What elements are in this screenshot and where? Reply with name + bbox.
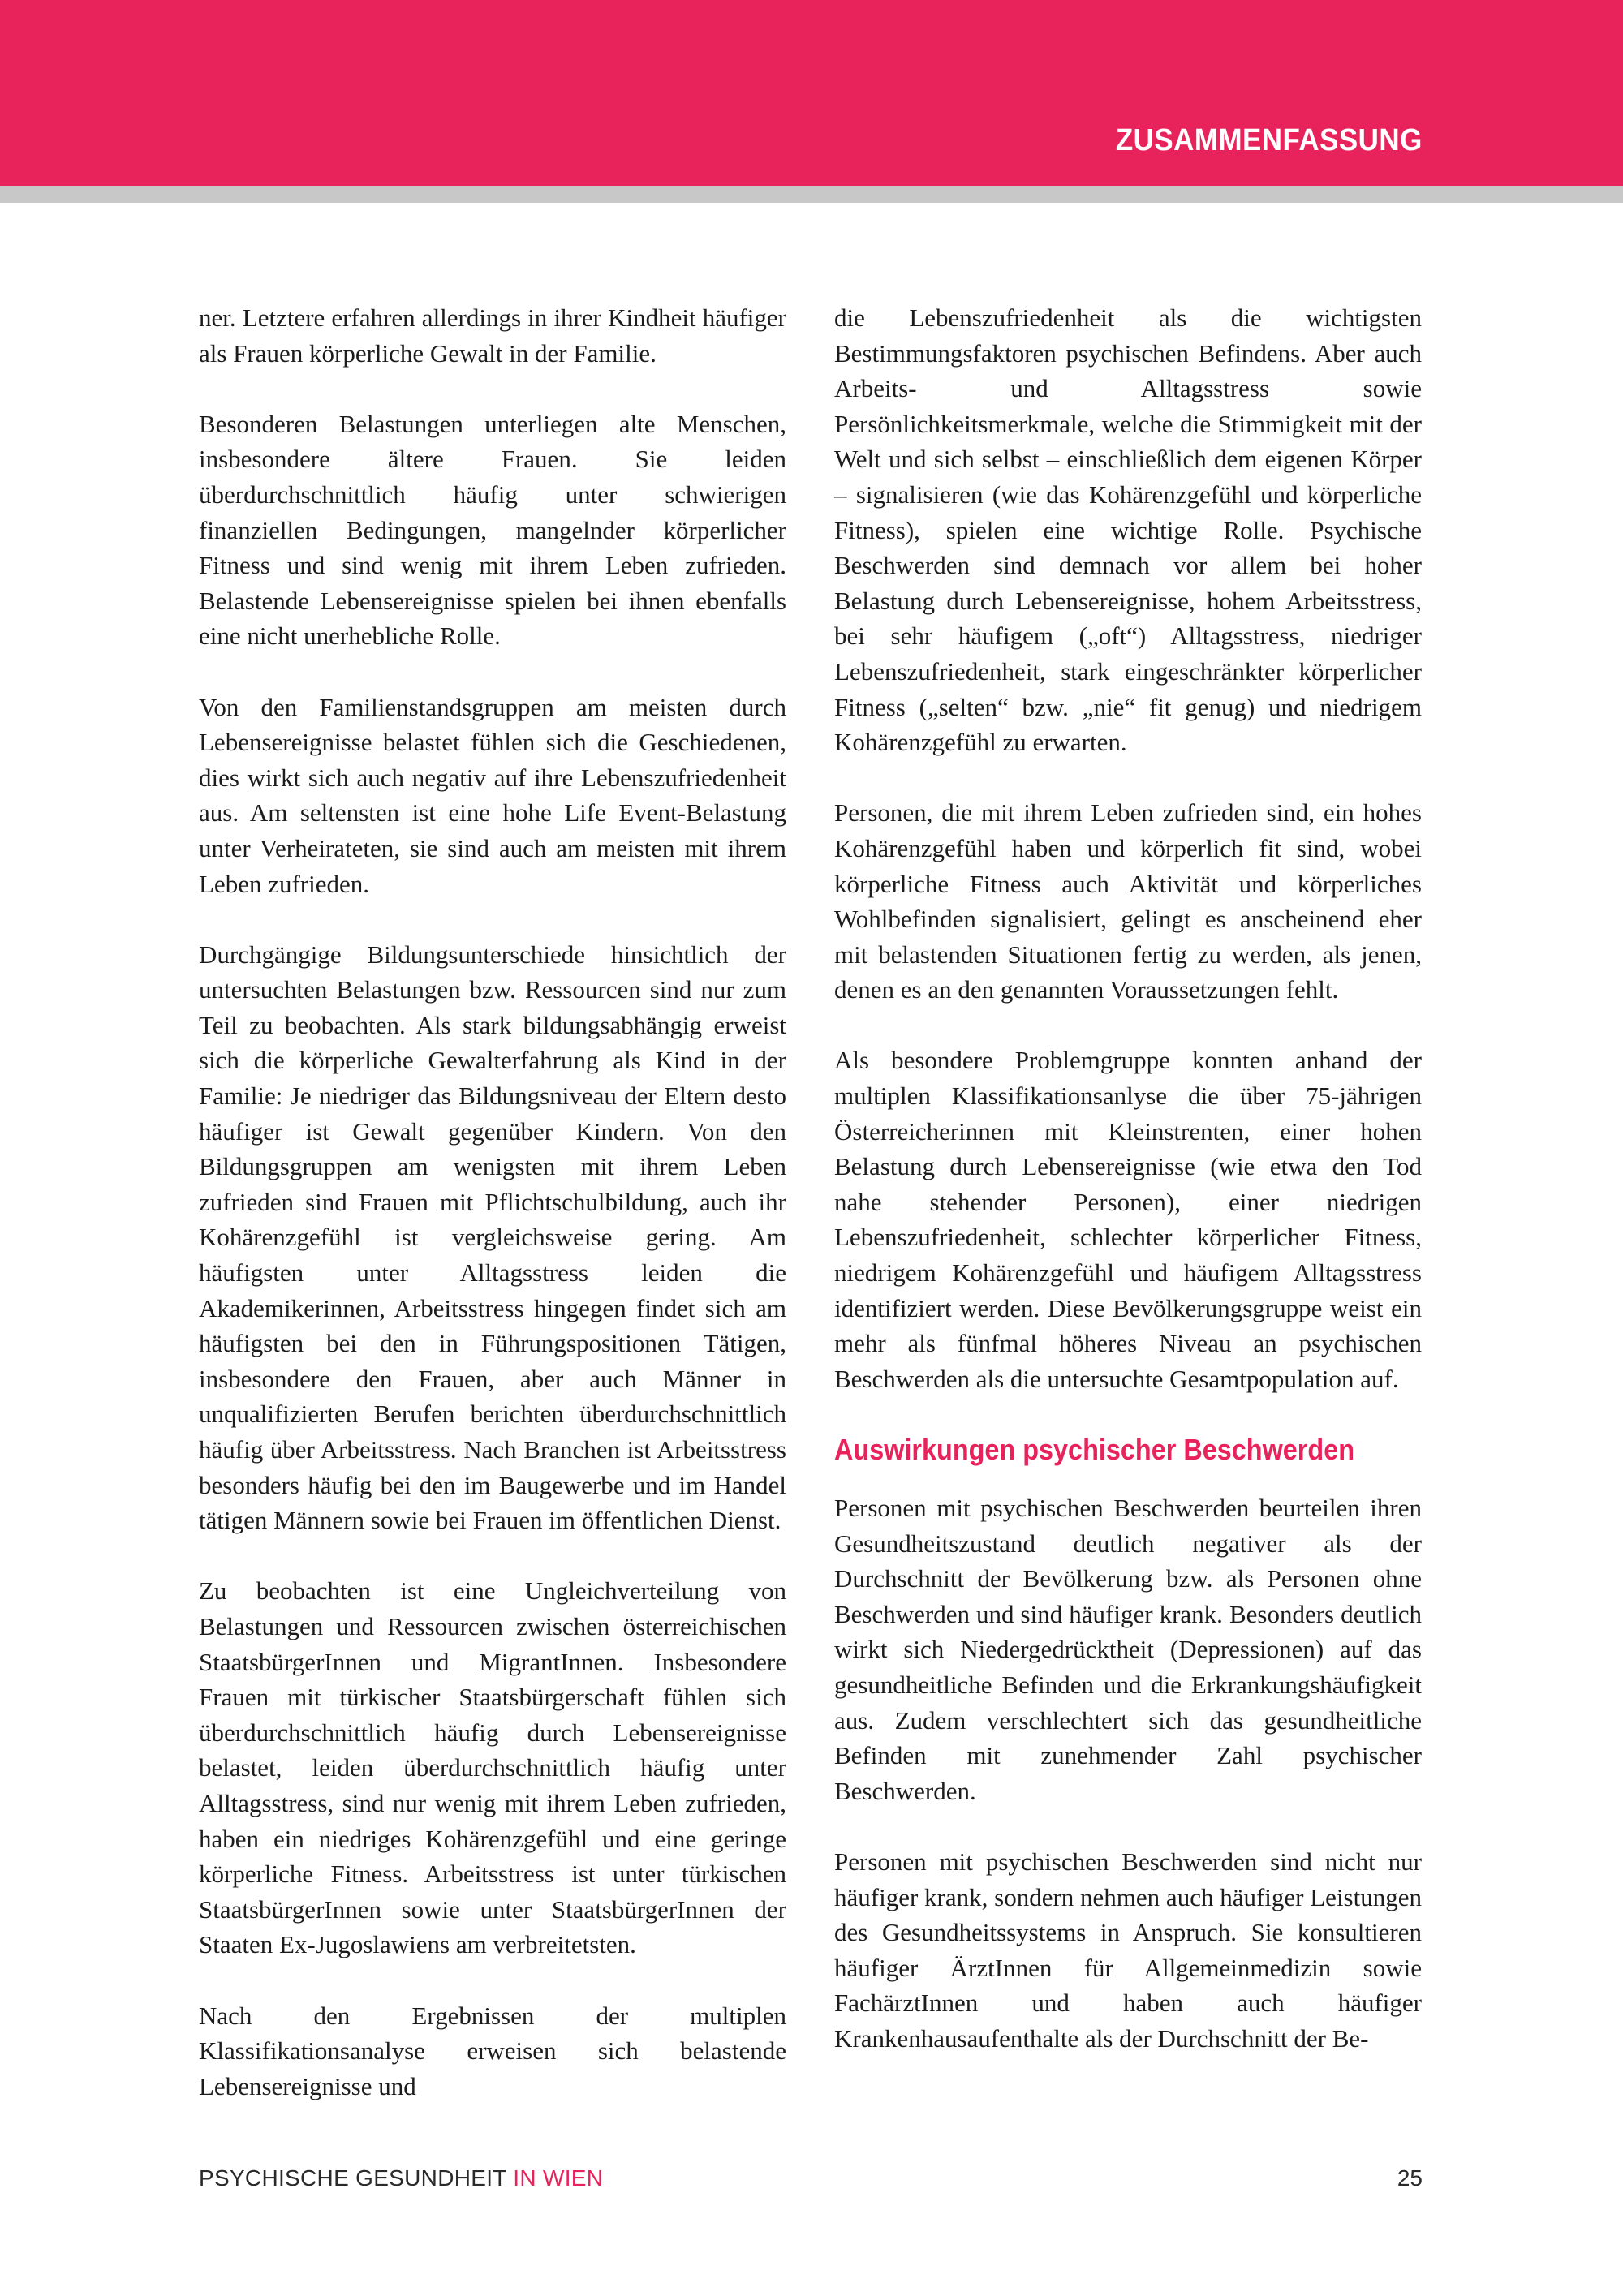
- paragraph: Durchgängige Bildungsunterschiede hinsichtlich der untersuchten Belastungen bzw. Ressourcen sind nur zum Teil zu beobachten. Als stark bildungsabhängig erweist sich die körperliche Gewalterfahrung als Kind in der Familie: Je niedriger das Bildungsniveau der Eltern desto häufiger ist Gewalt gegenüber Kindern. Von den Bildungsgruppen am wenigsten mit ihrem Leben zufrieden sind Frauen mit Pflichtschulbildung, auch ihr Kohärenzgefühl ist vergleichsweise gering. Am häufigsten unter Alltagsstress leiden die Akademikerinnen, Arbeitsstress hingegen findet sich am häufigsten bei den in Führungspositionen Tätigen, insbesondere den Frauen, aber auch Männer in unqualifizierten Berufen berichten überdurchschnittlich häufig über Arbeitsstress. Nach Branchen ist Arbeitsstress besonders häufig bei den im Baugewerbe und im Handel tätigen Männern sowie bei Frauen im öffentlichen Dienst.: [199, 939, 786, 1535]
- paragraph: ner. Letztere erfahren allerdings in ihrer Kindheit häufiger als Frauen körperliche Gewalt in der Familie.: [199, 303, 786, 368]
- paragraph: Als besondere Problemgruppe konnten anhand der multiplen Klassifikationsanlyse die über 75-jährigen Österreicherinnen mit Kleinstrenten, einer hohen Belastung durch Lebensereignisse (wie etwa den Tod nahe stehender Personen), einer niedrigen Lebenszufriedenheit, schlechter körperlicher Fitness, niedrigem Kohärenzgefühl und häufigem Alltagsstress identifiziert werden. Diese Bevölkerungsgruppe weist ein mehr als fünfmal höheres Niveau an psychischen Beschwerden als die untersuchte Gesamtpopulation auf.: [834, 1046, 1422, 1393]
- section-title: ZUSAMMENFASSUNG: [1116, 123, 1423, 157]
- footer-title: [199, 2165, 603, 2191]
- paragraph: Zu beobachten ist eine Ungleichverteilung von Belastungen und Ressourcen zwischen österreichischen StaatsbürgerInnen und MigrantInnen. Insbesondere Frauen mit türkischer Staatsbürgerschaft fühlen sich überdurchschnittlich häufig durch Lebensereignisse belastet, leiden überdurchschnittlich häufig unter Alltagsstress, sind nur wenig mit ihrem Leben zufrieden, haben ein niedriges Kohärenzgefühl und eine geringe körperliche Fitness. Arbeitsstress ist unter türkischen StaatsbürgerInnen sowie unter StaatsbürgerInnen der Staaten Ex-Jugoslawiens am verbreitetsten.: [199, 1576, 786, 1959]
- paragraph: Von den Familienstandsgruppen am meisten durch Lebensereignisse belastet fühlen sich die Geschiedenen, dies wirkt sich auch negativ auf ihre Lebenszufriedenheit aus. Am seltensten ist eine hohe Life Event-Belastung unter Verheirateten, sie sind auch am meisten mit ihrem Leben zufrieden.: [199, 692, 786, 898]
- paragraph: Personen mit psychischen Beschwerden beurteilen ihren Gesundheitszustand deutlich negativer als der Durchschnitt der Bevölkerung bzw. als Personen ohne Beschwerden und sind häufiger krank. Besonders deutlich wirkt sich Niedergedrücktheit (Depressionen) auf das gesundheitliche Befinden und die Erkrankungshäufigkeit aus. Zudem verschlechtert sich das gesundheitliche Befinden mit zunehmender Zahl psychischer Beschwerden.: [834, 1494, 1422, 1805]
- left-column: [199, 300, 786, 2139]
- paragraph: Personen mit psychischen Beschwerden sind nicht nur häufiger krank, sondern nehmen auch häufiger Leistungen des Gesundheitssystems in Anspruch. Sie konsultieren häufiger ÄrztInnen für Allgemeinmedizin sowie FachärztInnen und haben auch häufiger Krankenhausaufenthalte als der Durchschnitt der Be-: [834, 1847, 1422, 2053]
- page-number: 25: [1397, 2165, 1423, 2191]
- footer-title-main: PSYCHISCHE GESUNDHEIT: [199, 2165, 507, 2191]
- header-divider: [0, 186, 1623, 203]
- right-column: [834, 300, 1422, 2092]
- paragraph: Personen, die mit ihrem Leben zufrieden sind, ein hohes Kohärenzgefühl haben und körperlich fit sind, wobei körperliche Fitness auch Aktivität und körperliches Wohlbefinden signalisiert, gelingt es anscheinend eher mit belastenden Situationen fertig zu werden, als jenen, denen es an den genannten Voraussetzungen fehlt.: [834, 798, 1422, 1004]
- subheading: Auswirkungen psychischer Beschwerden: [834, 1433, 1355, 1466]
- footer-title-accent: IN WIEN: [513, 2165, 604, 2191]
- paragraph: Besonderen Belastungen unterliegen alte Menschen, insbesondere ältere Frauen. Sie leiden überdurchschnittlich häufig unter schwierigen finanziellen Bedingungen, mangelnder körperlicher Fitness und sind wenig mit ihrem Leben zufrieden. Belastende Lebensereignisse spielen bei ihnen ebenfalls eine nicht unerhebliche Rolle.: [199, 409, 786, 651]
- paragraph: die Lebenszufriedenheit als die wichtigsten Bestimmungsfaktoren psychischen Befindens. Aber auch Arbeits- und Alltagsstress sowie Persönlichkeitsmerkmale, welche die Stimmigkeit mit der Welt und sich selbst – einschließlich dem eigenen Körper – signalisieren (wie das Kohärenzgefühl und körperliche Fitness), spielen eine wichtige Rolle. Psychische Beschwerden sind demnach vor allem bei hoher Belastung durch Lebensereignisse, hohem Arbeitsstress, bei sehr häufigem („oft“) Alltagsstress, niedriger Lebenszufriedenheit, stark eingeschränkter körperlicher Fitness („selten“ bzw. „nie“ fit genug) und niedrigem Kohärenzgefühl zu erwarten.: [834, 303, 1422, 757]
- paragraph: Nach den Ergebnissen der multiplen Klassifikationsanalyse erweisen sich belastende Lebensereignisse und: [199, 2001, 786, 2100]
